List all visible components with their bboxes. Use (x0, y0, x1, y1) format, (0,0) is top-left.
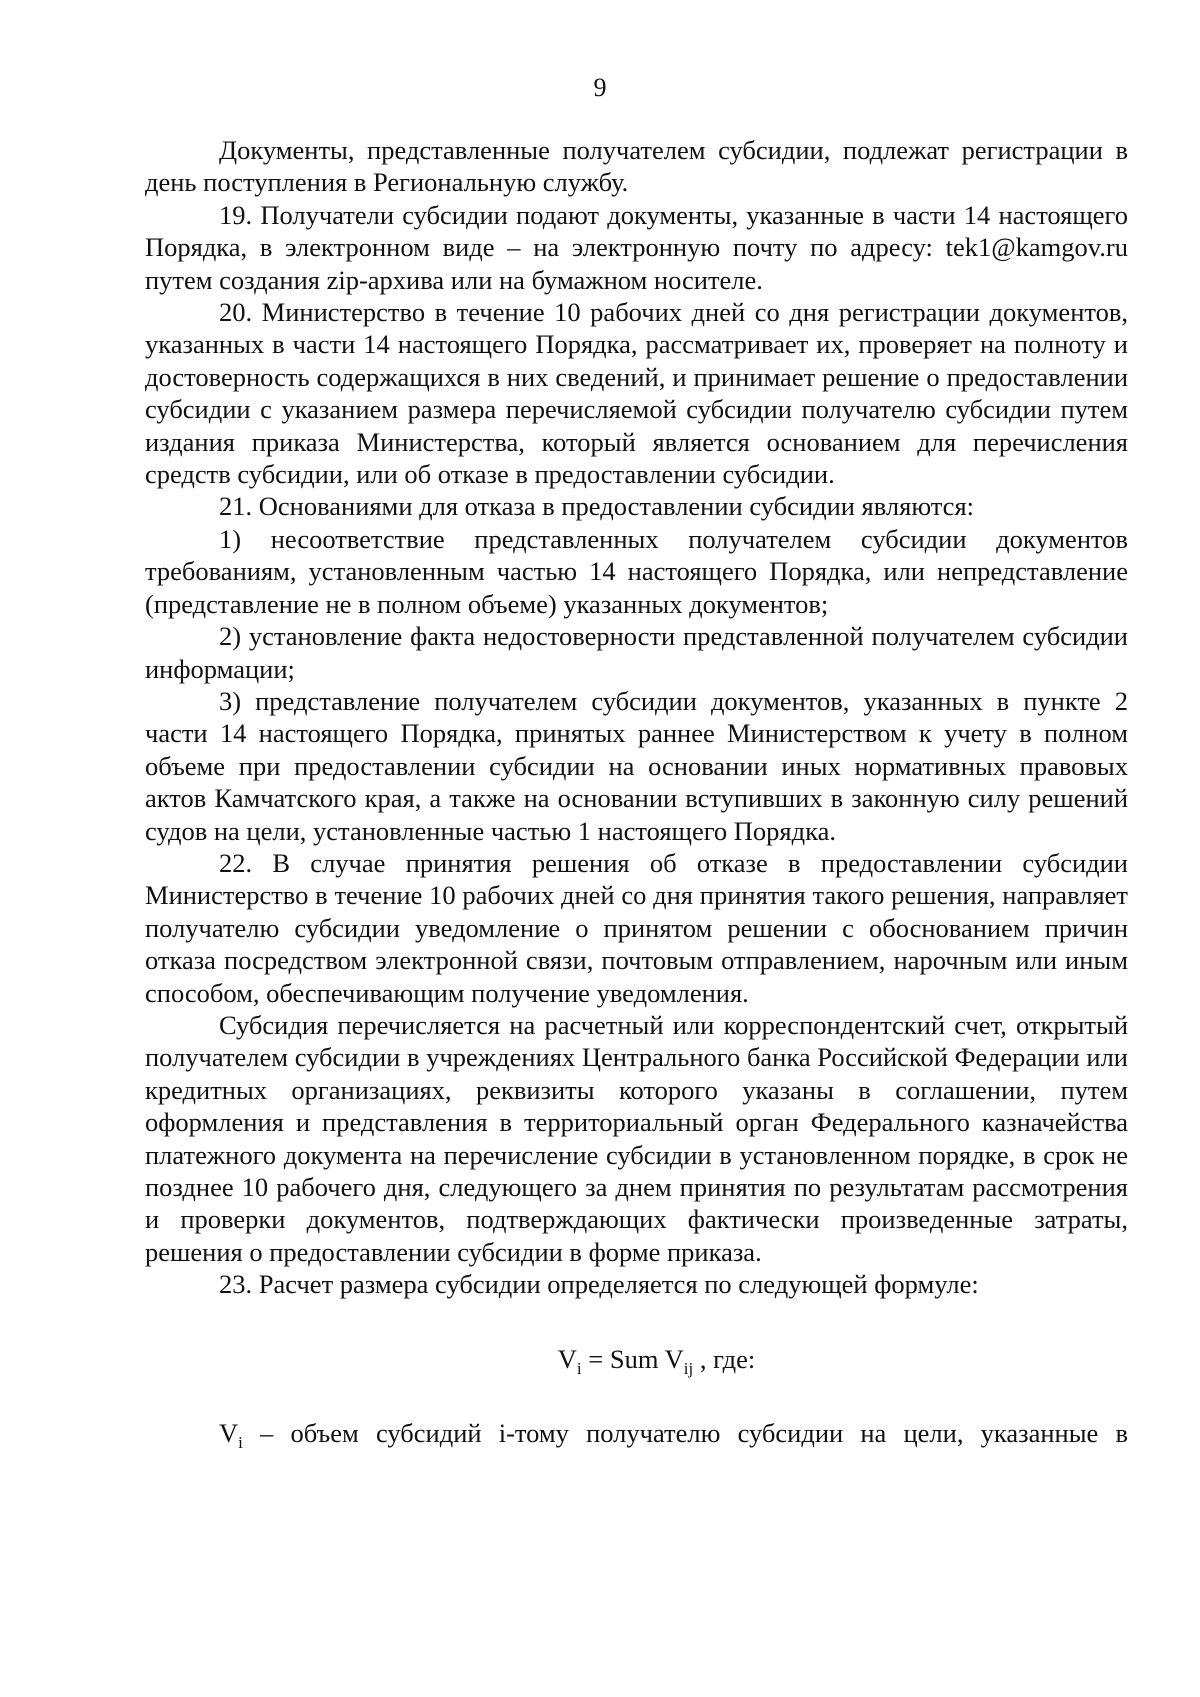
paragraph-21-item-3: 3) представление получателем субсидии документов, указанных в пункте 2 части 14 настоящего Порядка, принятых раннее Министерством к учету в полном объеме при предоставлении субсидии на основании иных нормативных правовых актов Камчатского края, а также на основании вступивших в законную силу решений судов на цели, установленные частью 1 настоящего Порядка. (145, 685, 1128, 846)
definition-text: – объем субсидий i-тому получателю субсидии на цели, указанные в (242, 1417, 1128, 1448)
definition-symbol: V (219, 1417, 239, 1448)
paragraph-23: 23. Расчет размера субсидии определяется по следующей формуле: (219, 1269, 979, 1300)
paragraph-21: 21. Основаниями для отказа в предоставлении субсидии являются: (219, 491, 974, 522)
paragraph-19: 19. Получатели субсидии подают документы, указанные в части 14 настоящего Порядка, в электронном виде – на электронную почту по адресу: tek1@kamgov.ru путем создания zip-архива или на бумажном носителе. (145, 199, 1128, 295)
paragraph-22: 22. В случае принятия решения об отказе в предоставлении субсидии Министерство в течение 10 рабочих дней со дня принятия такого решения, направляет получателю субсидии уведомление о принятом решении с обоснованием причин отказа посредством электронной связи, почтовым отправлением, нарочным или иным способом, обеспечивающим получение уведомления. (145, 847, 1128, 1008)
formula (145, 1343, 1128, 1378)
formula-tail: , где: (693, 1343, 756, 1374)
formula-lhs: V (557, 1343, 577, 1374)
formula-lhs-subscript: i (576, 1358, 582, 1378)
paragraph-registration: Документы, представленные получателем субсидии, подлежат регистрации в день поступления в Региональную службу. (145, 135, 1128, 198)
paragraph-20: 20. Министерство в течение 10 рабочих дней со дня регистрации документов, указанных в части 14 настоящего Порядка, рассматривает их, проверяет на полноту и достоверность содержащихся в них сведений, и принимает решение о предоставлении субсидии с указанием размера перечисляемой субсидии получателю субсидии путем издания приказа Министерства, который является основанием для перечисления средств субсидии, или об отказе в предоставлении субсидии. (145, 297, 1128, 490)
definition-vi (145, 1417, 1128, 1452)
formula-rhs-subscript: ij (683, 1358, 694, 1378)
formula-sum: = Sum V (581, 1343, 684, 1374)
paragraph-subsidy-transfer: Субсидия перечисляется на расчетный или корреспондентский счет, открытый получателем субсидии в учреждениях Центрального банка Российской Федерации или кредитных организациях, реквизиты которого указаны в соглашении, путем оформления и представления в территориальный орган Федерального казначейства платежного документа на перечисление субсидии в установленном порядке, в срок не позднее 10 рабочего дня, следующего за днем принятия по результатам рассмотрения и проверки документов, подтверждающих фактически произведенные затраты, решения о предоставлении субсидии в форме приказа. (145, 1009, 1128, 1267)
page-number: 9 (593, 73, 607, 102)
paragraph-21-item-2: 2) установление факта недостоверности представленной получателем субсидии информации; (145, 621, 1128, 684)
definition-symbol-subscript: i (238, 1432, 243, 1452)
document-body (145, 134, 1128, 1452)
paragraph-21-item-1: 1) несоответствие представленных получателем субсидии документов требованиям, установленным частью 14 настоящего Порядка, или непредставление (представление не в полном объеме) указанных документов; (145, 523, 1128, 619)
